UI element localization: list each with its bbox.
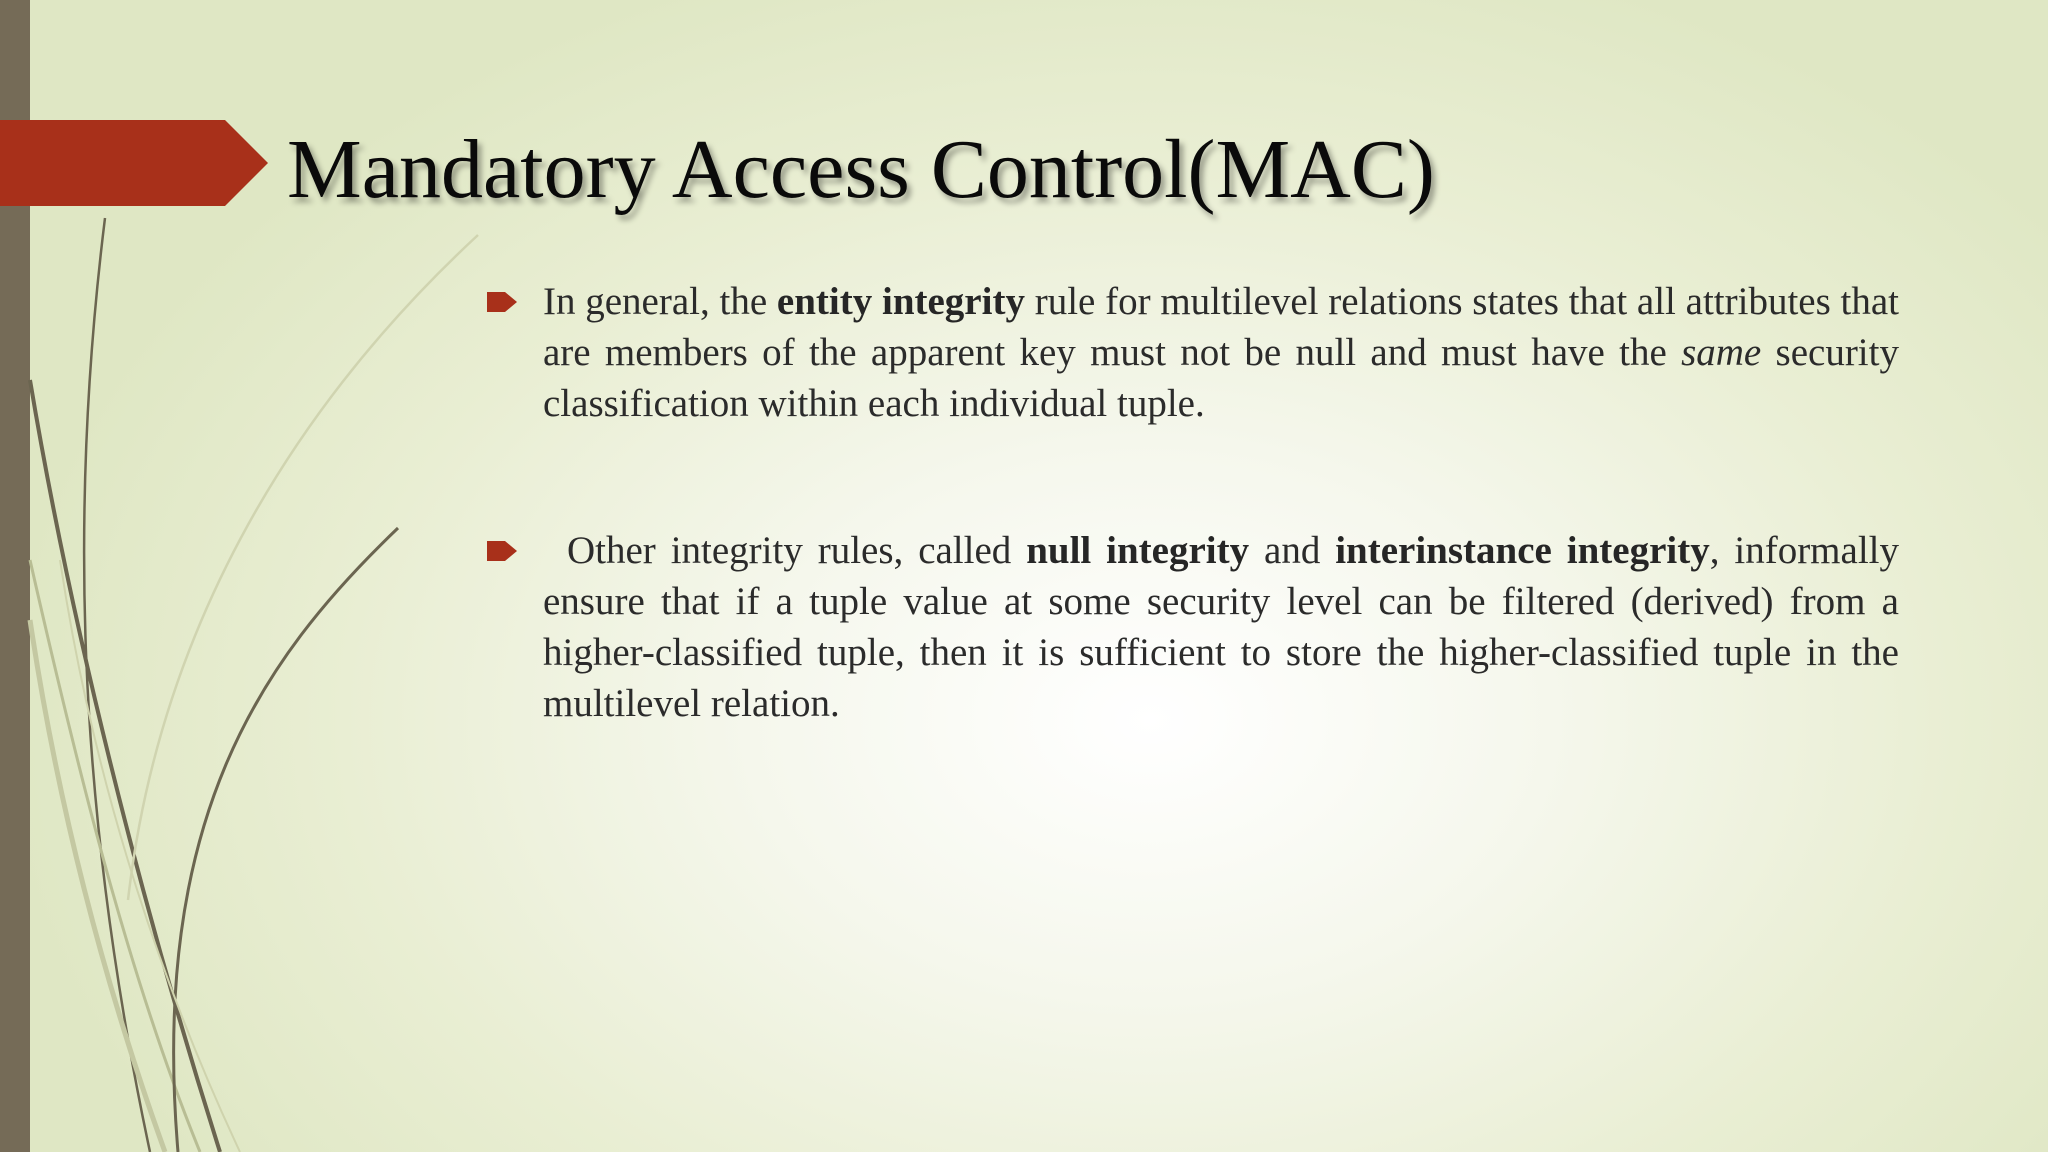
arrow-bullet-icon — [487, 292, 517, 312]
bullet-text-mid: rule for multilevel relations states that all attributes that are members of the apparent key must not be null and must have the — [543, 280, 1900, 374]
bullet-text-post: security classification within each individual tuple. — [543, 331, 1899, 425]
bullet-item-other-integrity-rules — [486, 525, 1899, 729]
bullet-text-pre: In general, the — [543, 280, 777, 323]
bullet-text-post: , informally ensure that if a tuple value at some security level can be filtered (derived) from a higher-classified tuple, then it is sufficient to store the higher-classified tuple in the multilevel relation. — [543, 529, 1899, 725]
bullet-term-interinstance-integrity: interinstance integrity — [1335, 529, 1710, 572]
title-arrow-shape — [0, 120, 270, 206]
bullet-emphasis-same: same — [1681, 331, 1762, 374]
bullet-item-entity-integrity — [486, 276, 1899, 429]
bullet-list — [486, 276, 1899, 729]
bullet-text-mid: and — [1249, 529, 1336, 572]
arrow-bullet-icon — [487, 541, 517, 561]
bullet-term-entity-integrity: entity integrity — [776, 280, 1025, 323]
slide-title: Mandatory Access Control(MAC) — [287, 123, 1435, 216]
bullet-term-null-integrity: null integrity — [1026, 529, 1250, 572]
bullet-text-pre: Other integrity rules, called — [567, 529, 1027, 572]
